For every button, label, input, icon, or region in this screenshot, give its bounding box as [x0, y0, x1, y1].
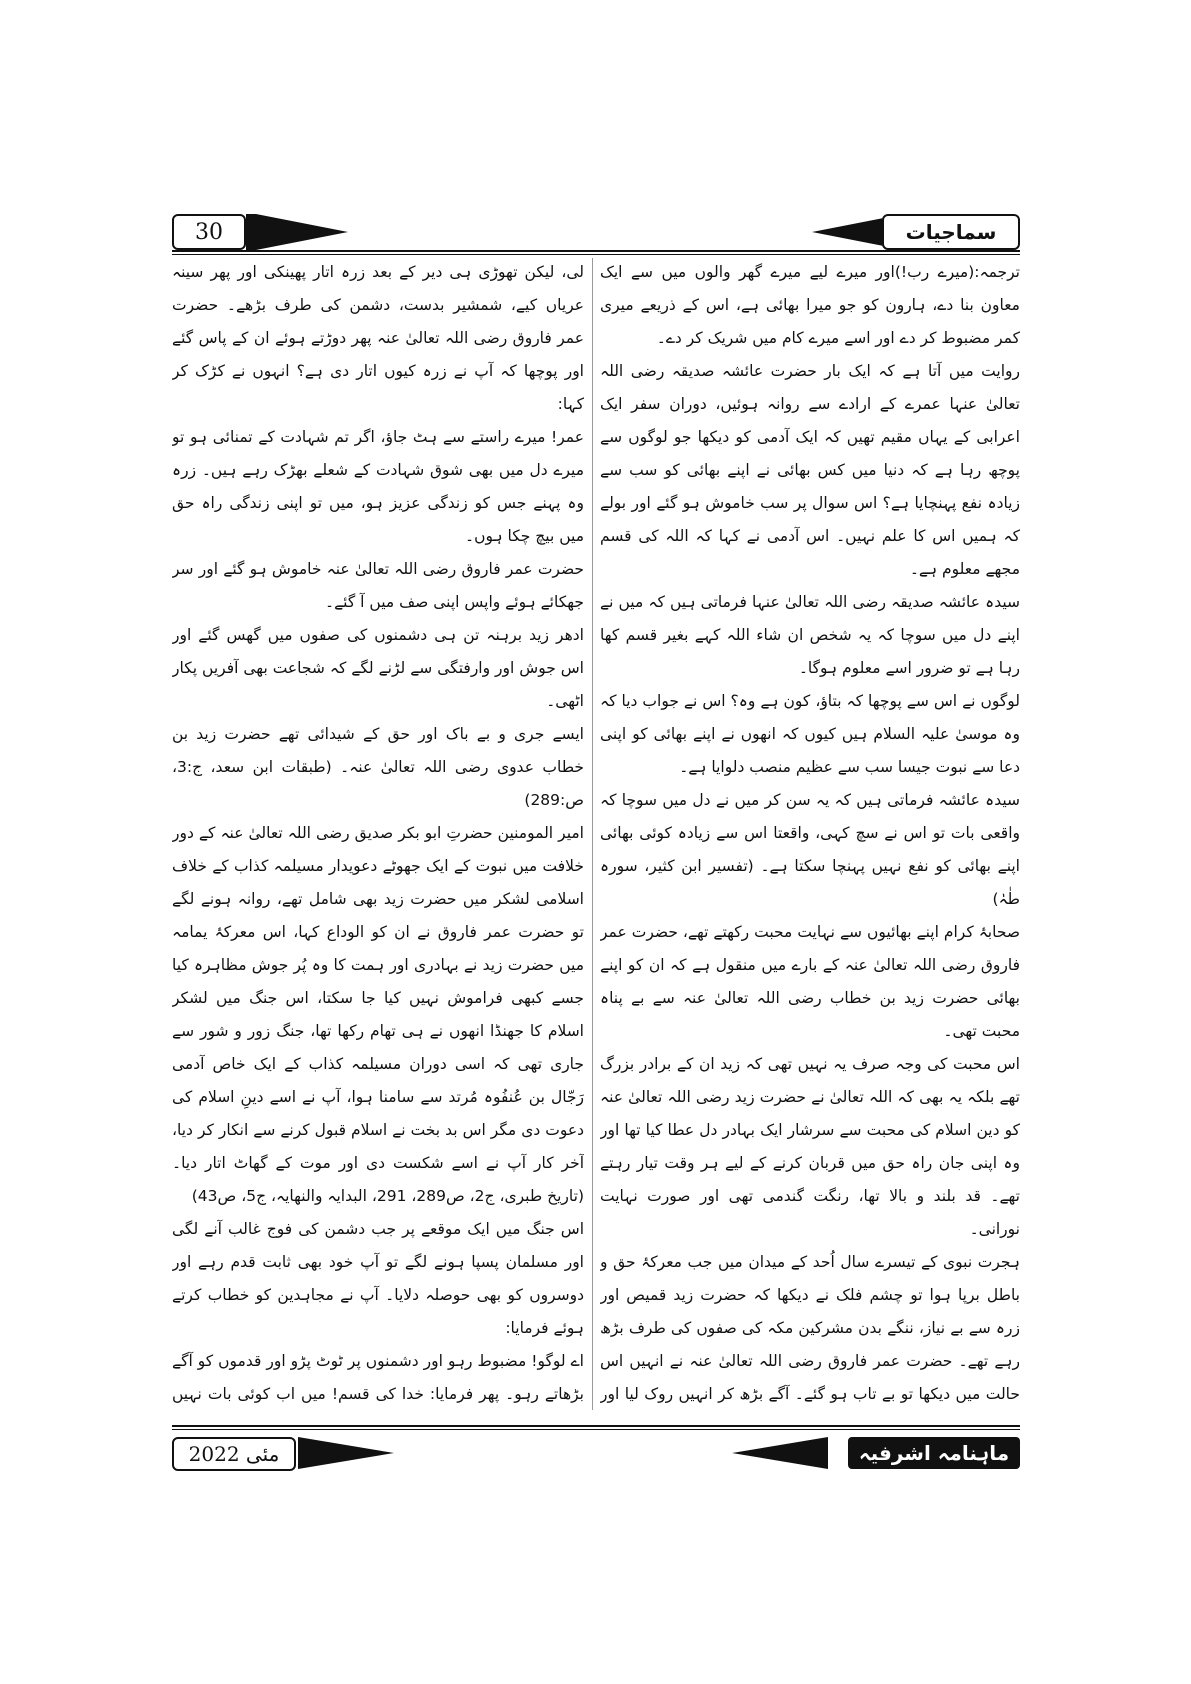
- paragraph: امیر المومنین حضرتِ ابو بکر صدیق رضی اللہ تعالیٰ عنہ کے دور خلافت میں نبوت کے ایک جھوٹے دعویدار مسیلمہ کذاب کے خلاف اسلامی لشکر میں حضرت زید بھی شامل تھے، روانہ ہونے لگے تو حضرت عمر فاروق نے ان کو الوداع کہا، اس معرکۂ یمامہ میں حضرت زید نے بہادری اور ہمت کا وہ پُر جوش مظاہرہ کیا جسے کبھی فراموش نہیں کیا جا سکتا، اس جنگ میں لشکر اسلام کا جھنڈا انھوں نے ہی تھام رکھا تھا، جنگ زور و شور سے جاری تھی کہ اسی دوران مسیلمہ کذاب کے ایک خاص آدمی رَجّال بن عُنفُوہ مُرتد سے سامنا ہوا، آپ نے اسے دینِ اسلام کی دعوت دی مگر اس بد بخت نے اسلام قبول کرنے سے انکار کر دیا، آخر کار آپ نے اسے شکست دی اور موت کے گھاٹ اتار دیا۔ (تاریخ طبری، ج2، ص289، 291، البدایہ والنھایہ، ج5، ص43): [172, 824, 584, 1205]
- paragraph: اس محبت کی وجہ صرف یہ نہیں تھی کہ زید ان کے برادر بزرگ تھے بلکہ یہ بھی کہ اللہ تعالیٰ نے حضرت زید رضی اللہ تعالیٰ عنہ کو دین اسلام کی محبت سے سرشار ایک بہادر دل عطا کیا تھا اور وہ اپنی جان راہ حق میں قربان کرنے کے لیے ہر وقت تیار رہتے تھے۔ قد بلند و بالا تھا، رنگت گندمی تھی اور صورت نہایت نورانی۔: [600, 1055, 1020, 1238]
- paragraph: ترجمہ:(میرے رب!)اور میرے لیے میرے گھر والوں میں سے ایک معاون بنا دے، ہارون کو جو میرا بھائی ہے، اس کے ذریعے میری کمر مضبوط کر دے اور اسے میرے کام میں شریک کر دے۔: [600, 263, 1020, 347]
- paragraph: سیدہ عائشہ فرماتی ہیں کہ یہ سن کر میں نے دل میں سوچا کہ واقعی بات تو اس نے سچ کہی، واقعتا اس سے زیادہ کوئی بھائی اپنے بھائی کو نفع نہیں پہنچا سکتا ہے۔ (تفسیر ابن کثیر، سورہ طٰہٰ): [600, 791, 1020, 908]
- paragraph: ایسے جری و بے باک اور حق کے شیدائی تھے حضرت زید بن خطاب عدوی رضی اللہ تعالیٰ عنہ۔ (طبقات ابن سعد، ج:3، ص:289): [172, 725, 584, 809]
- issue-date: مئی 2022: [172, 1437, 296, 1471]
- footer-wedge-left: [298, 1437, 394, 1469]
- header-wedge-left: [256, 214, 348, 250]
- paragraph: ادھر زید برہنہ تن ہی دشمنوں کی صفوں میں گھس گئے اور اس جوش اور وارفتگی سے لڑنے لگے کہ شجاعت بھی آفریں پکار اٹھی۔: [172, 626, 584, 710]
- right-column: [600, 256, 1020, 1416]
- paragraph: سیدہ عائشہ صدیقہ رضی اللہ تعالیٰ عنہا فرماتی ہیں کہ میں نے اپنے دل میں سوچا کہ یہ شخص ان شاء اللہ کہے بغیر قسم کھا رہا ہے تو ضرور اسے معلوم ہوگا۔: [600, 593, 1020, 677]
- left-column: [172, 256, 584, 1416]
- header-rule: [172, 250, 1020, 252]
- paragraph: صحابۂ کرام اپنے بھائیوں سے نہایت محبت رکھتے تھے، حضرت عمر فاروق رضی اللہ تعالیٰ عنہ کے بارے میں منقول ہے کہ ان کو اپنے بھائی حضرت زید بن خطاب رضی اللہ تعالیٰ عنہ سے بے پناہ محبت تھی۔: [600, 923, 1020, 1040]
- paragraph: لوگوں نے اس سے پوچھا کہ بتاؤ، کون ہے وہ؟ اس نے جواب دیا کہ وہ موسیٰ علیہ السلام ہیں کیوں کہ انھوں نے اپنے بھائی کو اپنی دعا سے نبوت جیسا سب سے عظیم منصب دلوایا ہے۔: [600, 692, 1020, 776]
- header-bar-left: [246, 214, 256, 250]
- footer-wedge-right: [732, 1437, 828, 1469]
- paragraph: حضرت عمر فاروق رضی اللہ تعالیٰ عنہ خاموش ہو گئے اور سر جھکائے ہوئے واپس اپنی صف میں آ گئے۔: [172, 560, 584, 611]
- page-number: 30: [172, 214, 246, 250]
- paragraph: روایت میں آتا ہے کہ ایک بار حضرت عائشہ صدیقہ رضی اللہ تعالیٰ عنہا عمرے کے ارادے سے روانہ ہوئیں، دوران سفر ایک اعرابی کے یہاں مقیم تھیں کہ ایک آدمی کو دیکھا جو لوگوں سے پوچھ رہا ہے کہ دنیا میں کس بھائی نے اپنے بھائی کو سب سے زیادہ نفع پہنچایا ہے؟ اس سوال پر سب خاموش ہو گئے اور بولے کہ ہمیں اس کا علم نہیں۔ اس آدمی نے کہا کہ اللہ کی قسم مجھے معلوم ہے۔: [600, 362, 1020, 578]
- page-footer: [172, 1425, 1020, 1475]
- magazine-name: ماہنامہ اشرفیہ: [848, 1437, 1020, 1469]
- footer-rule: [172, 1425, 1020, 1427]
- section-title: سماجیات: [882, 214, 1020, 250]
- footer-rule-thin: [172, 1429, 1020, 1430]
- paragraph: عمر! میرے راستے سے ہٹ جاؤ، اگر تم شہادت کے تمنائی ہو تو میرے دل میں بھی شوق شہادت کے شعلے بھڑک رہے ہیں۔ زرہ وہ پہنے جس کو زندگی عزیز ہو، میں تو اپنی زندگی راہ حق میں بیچ چکا ہوں۔: [172, 428, 584, 545]
- paragraph: لی، لیکن تھوڑی ہی دیر کے بعد زرہ اتار پھینکی اور پھر سینہ عریاں کیے، شمشیر بدست، دشمن کی طرف بڑھے۔ حضرت عمر فاروق رضی اللہ تعالیٰ عنہ پھر دوڑتے ہوئے ان کے پاس گئے اور پوچھا کہ آپ نے زرہ کیوں اتار دی ہے؟ انہوں نے کڑک کر کہا:: [172, 263, 584, 413]
- column-divider: [592, 258, 593, 1410]
- page-header: [172, 214, 1020, 250]
- paragraph: اے لوگو! مضبوط رہو اور دشمنوں پر ٹوٹ پڑو اور قدموں کو آگے بڑھاتے رہو۔ پھر فرمایا: خدا کی قسم! میں اب کوئی بات نہیں: [172, 1352, 584, 1403]
- header-rule-thin: [172, 254, 1020, 255]
- paragraph: ہجرت نبوی کے تیسرے سال اُحد کے میدان میں جب معرکۂ حق و باطل برپا ہوا تو چشم فلک نے دیکھا کہ حضرت زید قمیص اور زرہ سے بے نیاز، ننگے بدن مشرکین مکہ کی صفوں کی طرف بڑھ رہے تھے۔ حضرت عمر فاروق رضی اللہ تعالیٰ عنہ نے انہیں اس حالت میں دیکھا تو بے تاب ہو گئے۔ آگے بڑھ کر انہیں روک لیا اور: [600, 1253, 1020, 1403]
- paragraph: اس جنگ میں ایک موقعے پر جب دشمن کی فوج غالب آنے لگی اور مسلمان پسپا ہونے لگے تو آپ خود بھی ثابت قدم رہے اور دوسروں کو بھی حوصلہ دلایا۔ آپ نے مجاہدین کو خطاب کرتے ہوئے فرمایا:: [172, 1220, 584, 1337]
